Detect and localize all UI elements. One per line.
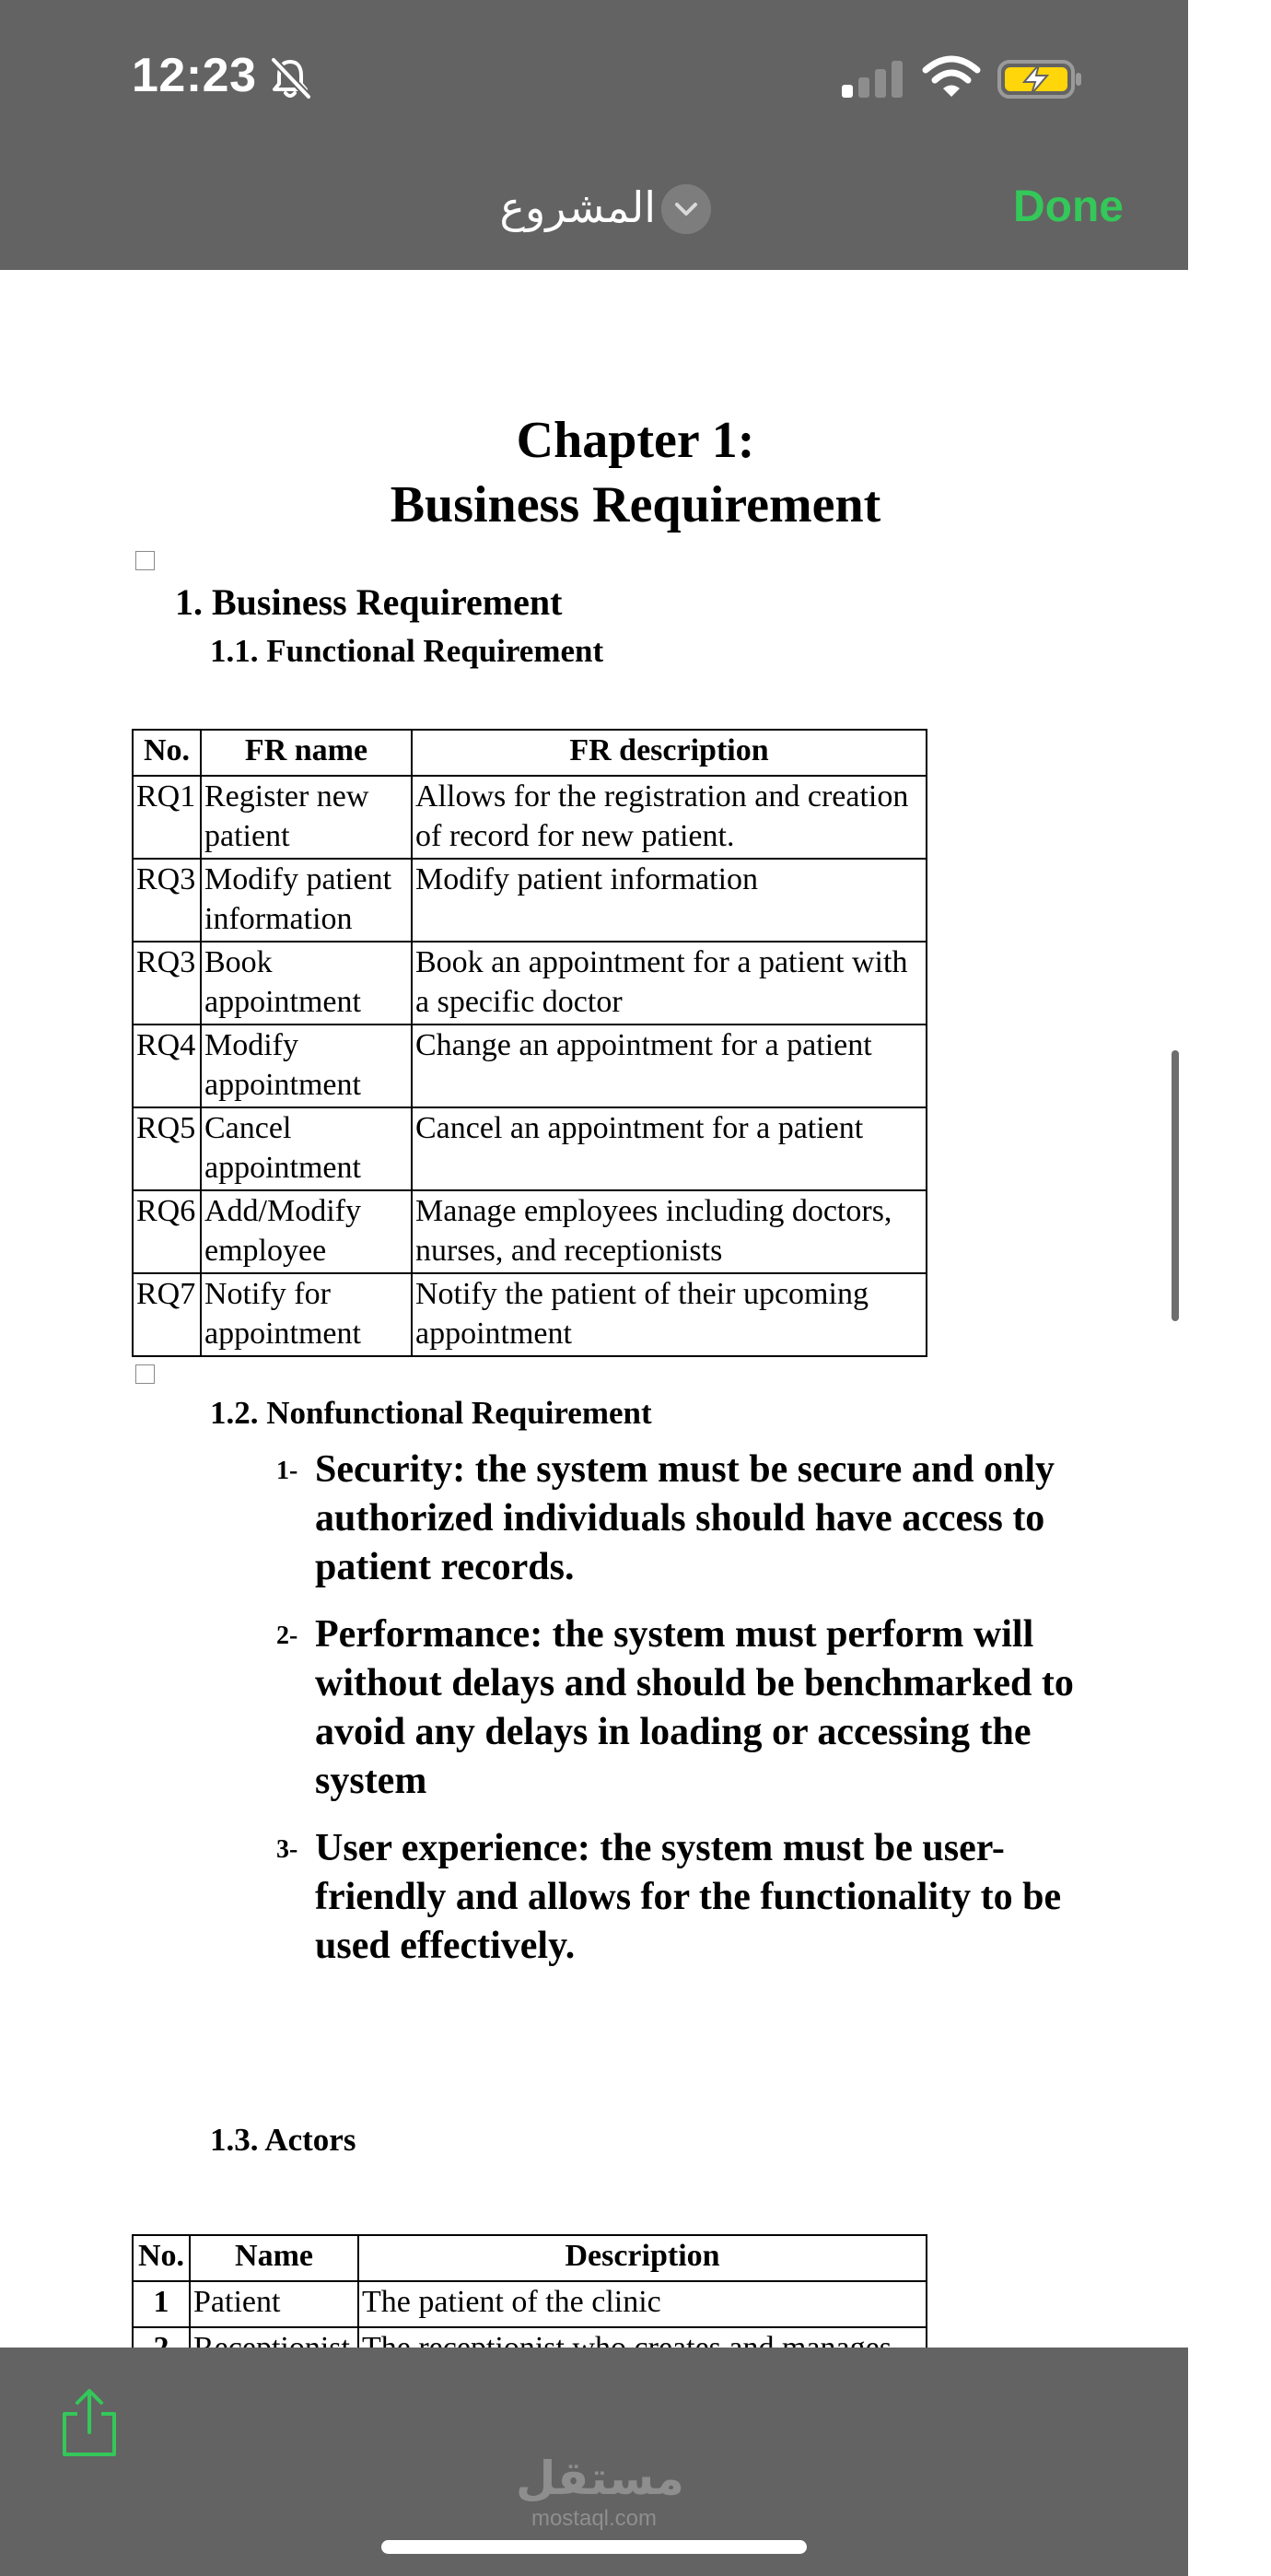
table-cell: Modify appointment [201,1025,412,1107]
section-heading-1-1: 1.1. Functional Requirement [210,633,604,669]
list-item-text: User experience: the system must be user-friendly and allows for the functionality to be used effectively. [315,1827,1062,1967]
table-cell: Modify patient information [412,859,927,942]
table-cell: Change an appointment for a patient [412,1025,927,1107]
list-item-number: 3- [276,1835,298,1864]
functional-requirements-table [132,729,927,1357]
table-cell: Notify the patient of their upcoming appointment [412,1273,927,1356]
column-header: Name [190,2235,358,2281]
table-cell: Manage employees including doctors, nurses, and receptionists [412,1190,927,1273]
table-cell: 1 [133,2281,190,2327]
table-cell: Add/Modify employee [201,1190,412,1273]
column-header: Description [358,2235,927,2281]
table-cell: Allows for the registration and creation of record for new patient. [412,776,927,859]
table-cell: RQ3 [133,859,201,942]
table-cell: RQ5 [133,1107,201,1190]
table-row [133,1190,927,1273]
watermark [516,2451,684,2532]
table-cell: RQ4 [133,1025,201,1107]
status-time: 12:23 [132,49,257,102]
list-item [276,1610,1087,1806]
table-header-row [133,2235,927,2281]
table-cell: RQ1 [133,776,201,859]
chevron-down-icon[interactable] [661,184,711,234]
paragraph-marker [135,551,155,570]
table-cell: Notify for appointment [201,1273,412,1356]
table-cell: RQ3 [133,942,201,1025]
table-cell: The patient of the clinic [358,2281,927,2327]
section-heading-1: 1. Business Requirement [175,581,563,623]
table-cell: Cancel appointment [201,1107,412,1190]
nonfunctional-requirements-list [276,1446,1087,1989]
table-row [133,942,927,1025]
section-heading-1-2: 1.2. Nonfunctional Requirement [210,1395,652,1431]
table-cell: Modify patient information [201,859,412,942]
table-cell: Book an appointment for a patient with a specific doctor [412,942,927,1025]
watermark-arabic: مستقل [516,2452,684,2505]
scrollbar[interactable] [1172,1050,1179,1321]
cellular-signal-icon [840,59,906,100]
wifi-icon [923,55,980,100]
watermark-latin: mostaql.com [531,2506,658,2531]
document-title[interactable]: المشروع [499,182,656,232]
table-cell: Cancel an appointment for a patient [412,1107,927,1190]
table-row [133,1273,927,1356]
table-cell: Patient [190,2281,358,2327]
table-header-row [133,730,927,776]
section-heading-1-3: 1.3. Actors [210,2122,356,2158]
table-row [133,1107,927,1190]
table-cell: RQ7 [133,1273,201,1356]
list-item-number: 1- [276,1457,298,1485]
list-item-text: Performance: the system must perform will without delays and should be benchmarked to avoid any delays in loading or accessing the system [315,1613,1074,1802]
table-cell: Register new patient [201,776,412,859]
table-row [133,776,927,859]
bell-slash-icon [267,55,313,101]
list-item-text: Security: the system must be secure and only authorized individuals should have access to patient records. [315,1448,1055,1588]
table-row [133,859,927,942]
share-icon[interactable] [57,2386,122,2460]
document-page[interactable] [0,270,1188,2348]
list-item [276,1824,1087,1971]
column-header: No. [133,2235,190,2281]
table-cell: RQ6 [133,1190,201,1273]
list-item [276,1446,1087,1592]
table-cell: Book appointment [201,942,412,1025]
home-indicator[interactable] [381,2540,807,2554]
table-row [133,2281,927,2327]
column-header: No. [133,730,201,776]
column-header: FR name [201,730,412,776]
list-item-number: 2- [276,1622,298,1650]
table-row [133,1025,927,1107]
chapter-title-line1: Chapter 1: [516,412,755,469]
done-button[interactable]: Done [1013,182,1124,231]
paragraph-marker [135,1364,155,1384]
battery-charging-icon [997,57,1085,101]
chapter-title-line2: Business Requirement [390,476,881,533]
column-header: FR description [412,730,927,776]
